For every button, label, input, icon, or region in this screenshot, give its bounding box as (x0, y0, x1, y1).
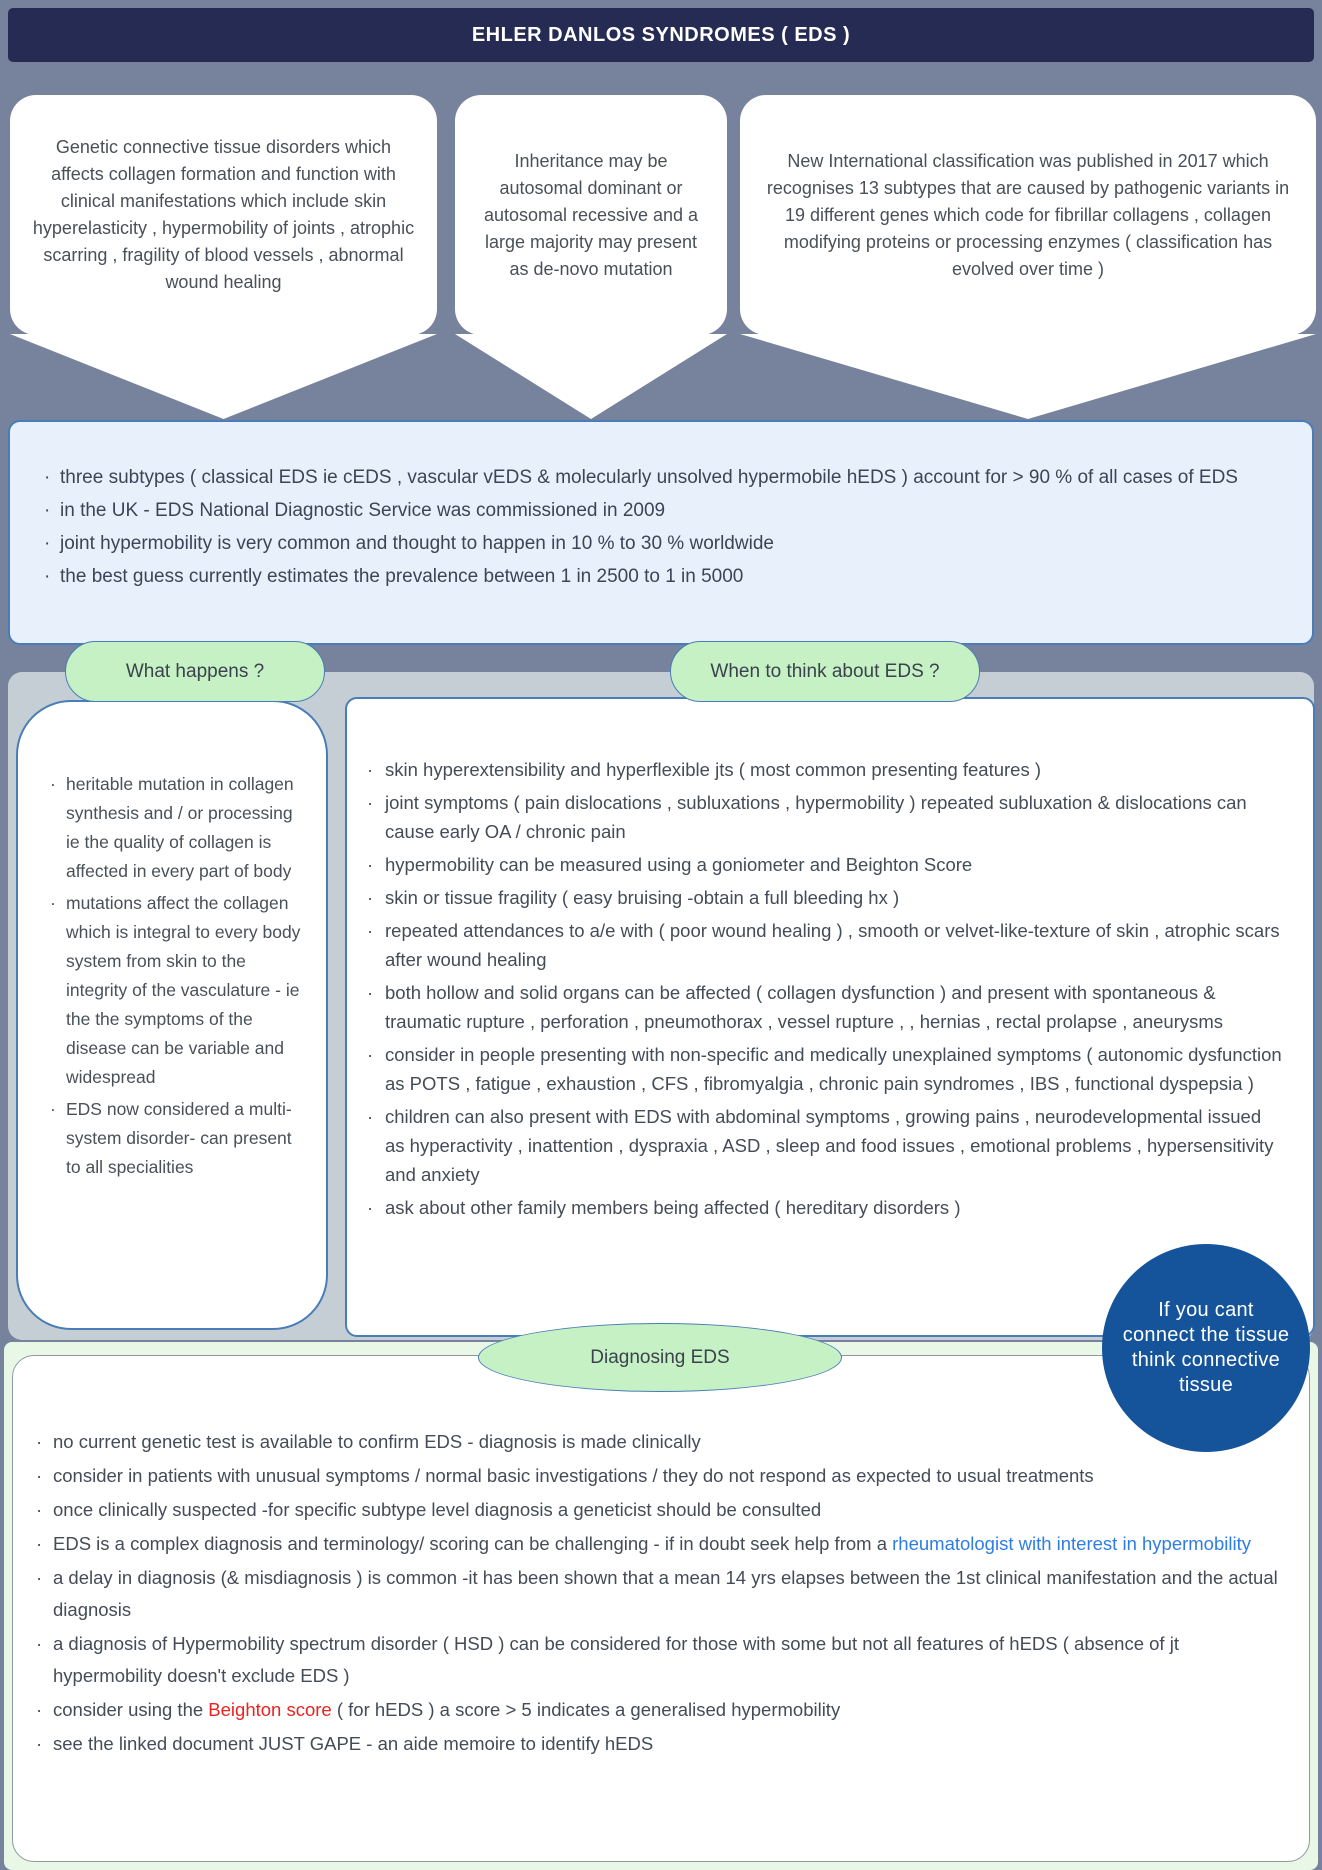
bullet-item: · three subtypes ( classical EDS ie cEDS , vascular vEDS & molecularly unsolved hypermobile hEDS ) account for > 90 % of all cases of EDS (40, 462, 1284, 493)
pill-what-happens (65, 641, 325, 702)
bullet-item: · in the UK - EDS National Diagnostic Service was commissioned in 2009 (40, 495, 1284, 526)
subtypes-panel (8, 420, 1314, 645)
bullet-item: · see the linked document JUST GAPE - an aide memoire to identify hEDS (31, 1728, 1279, 1760)
text-segment: consider using the (53, 1699, 209, 1720)
what-happens-bullet-list (46, 770, 302, 1182)
bullet-item: · skin hyperextensibility and hyperflexible jts ( most common presenting features ) (361, 755, 1285, 784)
bullet-item: · once clinically suspected -for specific subtype level diagnosis a geneticist should be consulted (31, 1494, 1279, 1526)
bullet-item: · no current genetic test is available to confirm EDS - diagnosis is made clinically (31, 1426, 1279, 1458)
page-title: EHLER DANLOS SYNDROMES ( EDS ) (471, 23, 851, 46)
bubble-body (10, 95, 437, 335)
title-bar (8, 8, 1314, 62)
bullet-item: · a diagnosis of Hypermobility spectrum disorder ( HSD ) can be considered for those with some but not all features of hEDS ( absence of jt hypermobility doesn't exclude EDS ) (31, 1628, 1279, 1692)
diagnosing-panel (12, 1355, 1310, 1862)
bullet-item: · joint hypermobility is very common and thought to happen in 10 % to 30 % worldwide (40, 528, 1284, 559)
diagnosing-bullet-list (31, 1426, 1279, 1760)
bullet-item (31, 1694, 1279, 1726)
bullet-item: · mutations affect the collagen which is integral to every body system from skin to the integrity of the vasculature - ie the the symptoms of the disease can be variable and widespread (46, 889, 302, 1092)
connective-tissue-badge (1102, 1244, 1310, 1452)
text-segment: EDS is a complex diagnosis and terminology/ scoring can be challenging - if in doubt seek help from a (53, 1533, 893, 1554)
bullet-item: · repeated attendances to a/e with ( poor wound healing ) , smooth or velvet-like-texture of skin , atrophic scars after wound healing (361, 916, 1285, 974)
intro-bubble-inheritance (455, 95, 727, 419)
when-to-think-panel (345, 697, 1315, 1337)
badge-text: If you cant connect the tissue think connective tissue (1122, 1299, 1290, 1396)
bullet-item: · children can also present with EDS with abdominal symptoms , growing pains , neurodevelopmental issued as hyperactivity , inattention , dyspraxia , ASD , sleep and food issues , emotional problems , hypersensitivity and anxiety (361, 1102, 1285, 1189)
inline-link-text[interactable]: rheumatologist with interest in hypermobility (892, 1533, 1251, 1554)
intro-bubble-classification (740, 95, 1316, 419)
pill-label: What happens ? (125, 660, 265, 682)
bullet-item (31, 1528, 1279, 1560)
bubble-text: Inheritance may be autosomal dominant or autosomal recessive and a large majority may present as de-novo mutation (483, 150, 699, 279)
highlighted-text: Beighton score (208, 1699, 332, 1720)
bullet-item: · hypermobility can be measured using a goniometer and Beighton Score (361, 850, 1285, 879)
bubble-tail (740, 334, 1316, 419)
bullet-item: · consider in people presenting with non-specific and medically unexplained symptoms ( autonomic dysfunction as POTS , fatigue , exhaustion , CFS , fibromyalgia , chronic pain syndromes , IBS , functional dyspepsia ) (361, 1040, 1285, 1098)
bubble-text: New International classification was published in 2017 which recognises 13 subtypes that are caused by pathogenic variants in 19 different genes which code for fibrillar collagens , collagen modifying proteins or processing enzymes ( classification has evolved over time ) (766, 150, 1290, 279)
bubble-tail (10, 334, 437, 419)
pill-diagnosing-eds (478, 1323, 842, 1392)
when-to-think-bullet-list (361, 755, 1285, 1222)
bullet-item: · joint symptoms ( pain dislocations , subluxations , hypermobility ) repeated subluxation & dislocations can cause early OA / chronic pain (361, 788, 1285, 846)
subtypes-bullet-list (40, 462, 1284, 592)
bullet-item: · heritable mutation in collagen synthesis and / or processing ie the quality of collagen is affected in every part of body (46, 770, 302, 886)
bubble-text: Genetic connective tissue disorders which affects collagen formation and function with clinical manifestations which include skin hyperelasticity , hypermobility of joints , atrophic scarring , fragility of blood vessels , abnormal wound healing (32, 137, 415, 292)
intro-bubble-genetic (10, 95, 437, 419)
bullet-item: · a delay in diagnosis (& misdiagnosis ) is common -it has been shown that a mean 14 yrs elapses between the 1st clinical manifestation and the actual diagnosis (31, 1562, 1279, 1626)
bullet-item: · EDS now considered a multi-system disorder- can present to all specialities (46, 1095, 302, 1182)
bullet-item: · both hollow and solid organs can be affected ( collagen dysfunction ) and present with spontaneous & traumatic rupture , perforation , pneumothorax , vessel rupture , , hernias , rectal prolapse , aneurysms (361, 978, 1285, 1036)
pill-label: When to think about EDS ? (710, 660, 940, 682)
pill-when-to-think (670, 641, 980, 702)
bullet-item: · the best guess currently estimates the prevalence between 1 in 2500 to 1 in 5000 (40, 561, 1284, 592)
bubble-body (455, 95, 727, 335)
bubble-body (740, 95, 1316, 335)
pill-label: Diagnosing EDS (590, 1346, 730, 1368)
what-happens-panel (16, 700, 328, 1330)
bullet-item: · skin or tissue fragility ( easy bruising -obtain a full bleeding hx ) (361, 883, 1285, 912)
text-segment: ( for hEDS ) a score > 5 indicates a generalised hypermobility (331, 1699, 841, 1720)
bullet-item: · consider in patients with unusual symptoms / normal basic investigations / they do not respond as expected to usual treatments (31, 1460, 1279, 1492)
bubble-tail (455, 334, 727, 419)
bullet-item: · ask about other family members being affected ( hereditary disorders ) (361, 1193, 1285, 1222)
